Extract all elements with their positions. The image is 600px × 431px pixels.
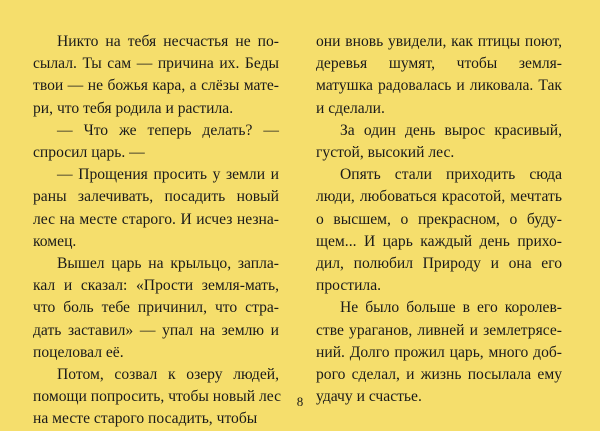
- text-line: поцеловал её.: [33, 343, 124, 361]
- right-text-column: [316, 31, 562, 408]
- paragraph: [33, 120, 279, 164]
- text-line: что боль тебе причинил, что стра-: [33, 299, 279, 317]
- paragraph: [316, 31, 562, 120]
- paragraph: [316, 120, 562, 164]
- paragraph: [316, 164, 562, 297]
- text-line: рого сделал, и жизнь посылала ему: [316, 366, 562, 384]
- text-line: сылал. Ты сам — причина их. Беды: [33, 55, 279, 73]
- text-line: лес на месте старого. И исчез незна-: [33, 210, 279, 228]
- text-line: о высшем, о прекрасном, о буду-: [316, 210, 562, 228]
- paragraph: [33, 253, 279, 364]
- text-line: дил, полюбил Природу и она его: [316, 255, 562, 273]
- text-line: ри, что тебя родила и растила.: [33, 99, 234, 117]
- text-line: и сделали.: [316, 99, 385, 117]
- text-line: помощи попросить, чтобы новый лес: [33, 388, 282, 406]
- text-line: Вышел царь на крыльцо, запла-: [57, 255, 279, 273]
- left-text-column: [33, 31, 282, 431]
- text-line: на месте старого посадить, чтобы: [33, 410, 258, 428]
- text-line: спросил царь. —: [33, 144, 145, 162]
- text-line: — Прощения просить у земли и: [57, 166, 279, 184]
- text-line: люди, любоваться красотой, мечтать: [316, 188, 562, 206]
- text-line: За один день вырос красивый,: [340, 121, 562, 139]
- text-line: твои — не божья кара, а слёзы мате-: [33, 77, 279, 95]
- text-line: дать заставил» — упал на землю и: [33, 321, 279, 339]
- text-line: Не было больше в его королев-: [340, 299, 562, 317]
- text-line: ний. Долго прожил царь, много доб-: [316, 343, 562, 361]
- text-line: стве ураганов, ливней и землетрясе-: [316, 321, 562, 339]
- text-line: раны залечивать, посадить новый: [33, 188, 279, 206]
- paragraph: [316, 297, 562, 408]
- text-line: простила.: [316, 277, 382, 295]
- text-line: удачу и счастье.: [316, 388, 422, 406]
- text-line: густой, высокий лес.: [316, 144, 455, 162]
- text-line: щем... И царь каждый день прихо-: [316, 232, 562, 250]
- paragraph: [33, 31, 279, 120]
- page-number: 8: [296, 394, 304, 409]
- paragraph: [33, 164, 279, 253]
- text-line: Опять стали приходить сюда: [340, 166, 562, 184]
- text-line: матушка радовалась и ликовала. Так: [316, 77, 562, 95]
- text-line: Потом, созвал к озеру людей,: [57, 366, 279, 384]
- text-line: — Что же теперь делать? —: [57, 121, 279, 139]
- text-line: они вновь увидели, как птицы поют,: [316, 33, 562, 50]
- text-line: Никто на тебя несчастья не по-: [57, 33, 279, 50]
- text-line: комец.: [33, 232, 77, 250]
- text-line: кал и сказал: «Прости земля-мать,: [33, 277, 279, 295]
- text-line: деревья шумят, чтобы земля-: [316, 55, 562, 73]
